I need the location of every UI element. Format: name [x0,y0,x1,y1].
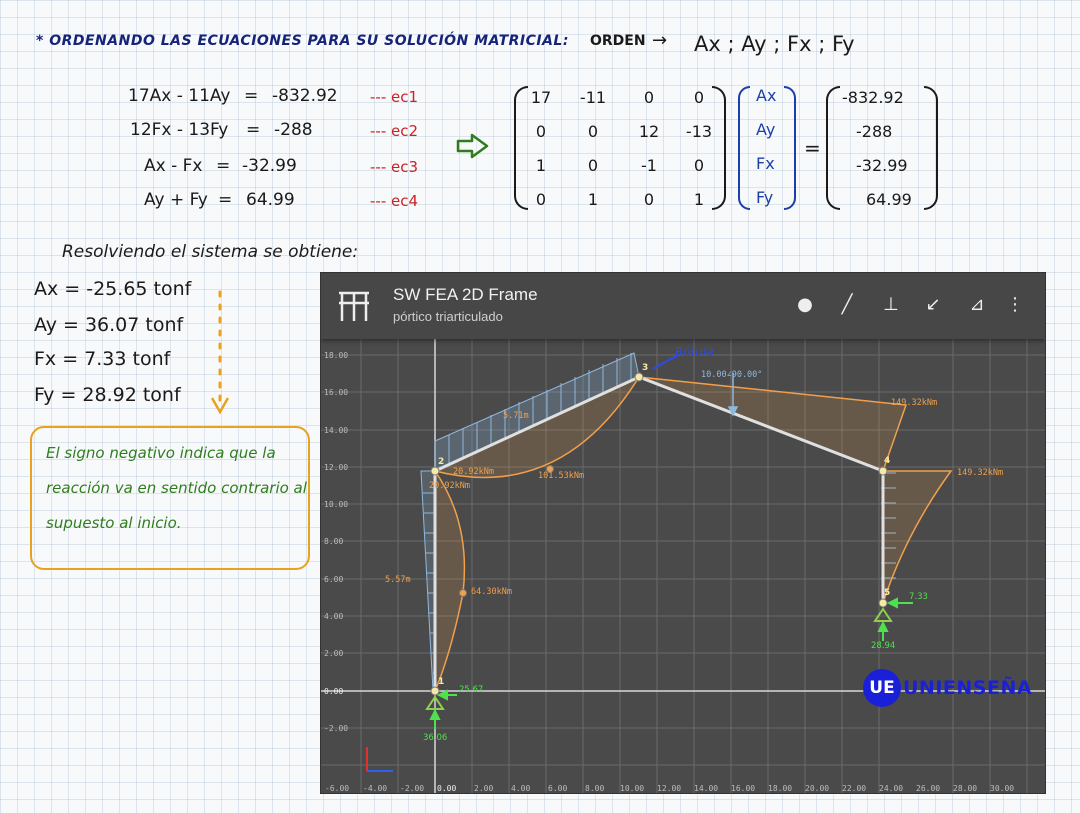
x-tick: 18.00 [768,784,793,793]
moment-label: 149.32kNm [891,398,938,408]
y-tick: 2.00 [324,649,344,658]
matrix-cell: 0 [587,156,599,175]
support-tool-icon[interactable]: ⊥ [883,294,899,315]
matrix-cell: 0 [587,122,599,141]
x-tick: 2.00 [474,784,494,793]
node-tool-icon[interactable]: ● [797,294,813,315]
y-tick: 18.00 [324,351,349,360]
result-fy: Fy = 28.92 tonf [34,384,181,406]
x-tick: 28.00 [953,784,978,793]
x-tick: 26.00 [916,784,941,793]
order-vars: Ax ; Ay ; Fx ; Fy [694,32,855,56]
result-fx: Fx = 7.33 tonf [34,348,171,370]
node-label: 2 [438,457,445,467]
x-tick: -6.00 [325,784,350,793]
x-tick: 14.00 [694,784,719,793]
more-icon[interactable]: ⋮ [1006,294,1024,315]
moment-label: 20.92kNm [429,481,470,491]
equation-3-eq: = [216,156,231,176]
x-tick: 10.00 [620,784,645,793]
equation-2-rhs: -288 [274,120,313,140]
note-text: El signo negativo indica que la reacción va en sentido contrario al supuesto al inicio. [46,444,307,532]
uniensena-logo-badge: UE [863,669,901,707]
reaction-label: 36.06 [423,733,448,743]
app-subtitle: pórtico triarticulado [393,309,503,324]
node-label: 1 [438,677,445,687]
uniensena-logo-text: UNIENSEÑA [903,677,1033,699]
rhs-cell: -288 [856,122,893,141]
rhs-cell: -832.92 [842,88,904,107]
distributed-load-column [421,471,435,691]
fea-app-window [320,272,1046,794]
pin-supports [427,609,891,709]
moment-label: 101.53kNm [538,471,585,481]
matrix-cell: 0 [693,88,705,107]
order-arrow: → [652,30,668,51]
rhs-right-bracket [924,86,938,210]
vector-cell: Fx [756,154,775,173]
load-label: 10.00∠90.00° [701,370,763,380]
equation-4-lhs: Ay + Fy [144,190,208,210]
implies-arrow-icon [456,132,490,160]
x-tick: 16.00 [731,784,756,793]
x-tick: 22.00 [842,784,867,793]
equation-1-lhs: 17Ax - 11Ay [128,86,231,106]
matrix-cell: 0 [643,190,655,209]
x-tick: 4.00 [511,784,531,793]
y-tick: -2.00 [324,724,349,733]
equation-2-eq: = [246,120,261,140]
moment-label: 64.30kNm [471,587,512,597]
vector-cell: Ay [756,120,776,139]
x-tick: 8.00 [585,784,605,793]
equation-2-tag: --- ec2 [370,122,419,140]
moment-label: 149.32kNm [957,468,1004,478]
coordinate-axes-icon [367,747,393,771]
equation-1-eq: = [244,86,259,106]
matrix-cell: 0 [535,190,547,209]
matrix-cell: 1 [693,190,705,209]
y-tick: 0.00 [324,687,344,696]
equation-3-tag: --- ec3 [370,158,419,176]
x-tick: 20.00 [805,784,830,793]
matrix-cell: -13 [685,122,713,141]
equation-3-lhs: Ax - Fx [144,156,203,176]
rhs-cell: 64.99 [866,190,912,209]
x-tick: -4.00 [363,784,388,793]
x-tick: 0.00 [437,784,457,793]
reaction-arrows [431,599,913,729]
order-label: ORDEN [590,33,646,49]
matrix-cell: 12 [638,122,660,141]
y-tick: 14.00 [324,426,349,435]
reaction-label: 7.33 [909,592,928,602]
app-title: SW FEA 2D Frame [393,285,538,304]
equation-4-eq: = [218,190,233,210]
equation-1-rhs: -832.92 [272,86,338,106]
hinge-label: Rótula [675,345,714,359]
node-label: 5 [884,588,891,598]
x-tick: 12.00 [657,784,682,793]
y-tick: 8.00 [324,537,344,546]
matrix-cell: 0 [643,88,655,107]
distance-label: 5.57m [385,575,411,585]
solve-label: Resolviendo el sistema se obtiene: [62,242,359,262]
reaction-label: 25.67 [459,685,484,695]
y-tick: 6.00 [324,575,344,584]
equation-3-rhs: -32.99 [242,156,297,176]
vector-right-bracket [784,86,796,210]
rhs-cell: -32.99 [856,156,908,175]
header-text: * ORDENANDO LAS ECUACIONES PARA SU SOLUCIÓN MATRICIAL: [36,33,569,49]
vector-cell: Ax [756,86,777,105]
matrix-equals: = [804,136,821,160]
rhs-left-bracket [826,86,840,210]
vector-left-bracket [738,86,750,210]
x-tick: -2.00 [400,784,425,793]
node-label: 4 [884,456,891,466]
moment-label: 20.92kNm [453,467,494,477]
x-tick: 30.00 [990,784,1015,793]
equation-1-tag: --- ec1 [370,88,419,106]
line-tool-icon[interactable]: ╱ [841,294,853,315]
y-tick: 10.00 [324,500,349,509]
equation-2-lhs: 12Fx - 13Fy [130,120,229,140]
dotted-arrow-icon [208,290,232,420]
x-tick: 24.00 [879,784,904,793]
load-arrow-icon[interactable]: ↙ [925,294,941,315]
matrix-cell: -11 [579,88,607,107]
distributed-load-icon[interactable]: ⊿ [969,294,985,315]
equation-4-rhs: 64.99 [246,190,295,210]
matrix-cell: 1 [587,190,599,209]
result-ax: Ax = -25.65 tonf [34,278,192,300]
matrix-cell: -1 [641,156,657,175]
vector-cell: Fy [756,188,774,207]
matrix-cell: 0 [535,122,547,141]
frame-logo-icon [337,289,371,323]
matrix-cell: 17 [530,88,552,107]
app-bar [321,273,1045,339]
x-tick: 6.00 [548,784,568,793]
y-tick: 16.00 [324,388,349,397]
equation-4-tag: --- ec4 [370,192,419,210]
result-ay: Ay = 36.07 tonf [34,314,184,336]
matrix-cell: 1 [535,156,547,175]
y-tick: 12.00 [324,463,349,472]
reaction-label: 28.94 [871,641,896,651]
matrix-cell: 0 [693,156,705,175]
node-label: 3 [642,363,649,373]
distance-label: 5.71m [503,411,529,421]
y-tick: 4.00 [324,612,344,621]
